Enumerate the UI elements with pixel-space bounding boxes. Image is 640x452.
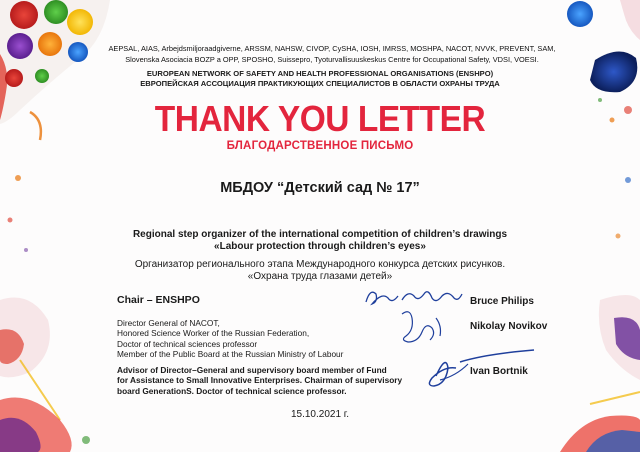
body-text-ru-line-2: «Охрана труда глазами детей» xyxy=(247,271,393,282)
credential-line: Director General of NACOT, xyxy=(117,318,220,328)
credential-line: board GenerationS. Doctor of technical science professor. xyxy=(117,385,347,396)
credential-line: Advisor of Director–General and supervisory board member of Fund xyxy=(117,365,387,375)
credential-line: Member of the Public Board at the Russian Ministry of Labour xyxy=(117,349,344,360)
credential-line: for Assistance to Small Innovative Enterprises. Chairman of supervisory xyxy=(117,375,403,386)
chair-title: Chair – ENSHPO xyxy=(117,294,200,306)
network-name-en: EUROPEAN NETWORK OF SAFETY AND HEALTH PROFESSIONAL ORGANISATIONS (ENSHPO) xyxy=(146,69,494,78)
director-credentials xyxy=(117,318,343,360)
signatory-name-nikolay-novikov: Nikolay Novikov xyxy=(470,321,548,332)
network-name-ru: ЕВРОПЕЙСКАЯ АССОЦИАЦИЯ ПРАКТИКУЮЩИХ СПЕЦИАЛИСТОВ В ОБЛАСТИ ОХРАНЫ ТРУДА xyxy=(140,79,500,88)
member-organizations: AEPSAL, AIAS, Arbejdsmiljoraadgiverne, ARSSM, NAHSW, CIVOP, CySHA, IOSH, IMRSS, MOSHPA, NACOT, NVVK, PREVENT, SAM, Slovenska Asociacia BOZP a OPP, SPOSHO, Suissepro, Tyoturvallisuuskeskus Centre for Occupational Safety, VDSI, VOESI. xyxy=(108,44,556,64)
body-text-en-line-2: «Labour protection through children’s eyes» xyxy=(214,241,426,252)
body-text-en-line-1: Regional step organizer of the international competition of children’s drawings xyxy=(132,229,508,240)
letter-title-ru: БЛАГОДАРСТВЕННОЕ ПИСЬМО xyxy=(226,140,414,152)
recipient-name: МБДОУ “Детский сад № 17” xyxy=(220,180,420,196)
signature-ivan-bortnik xyxy=(416,346,538,392)
advisor-credentials xyxy=(117,365,427,396)
issue-date: 15.10.2021 г. xyxy=(290,409,350,420)
signatory-name-ivan-bortnik: Ivan Bortnik xyxy=(470,366,528,377)
credential-line: Honored Science Worker of the Russian Federation, xyxy=(117,328,310,339)
signatory-name-bruce-philips: Bruce Philips xyxy=(470,296,534,307)
letter-title: THANK YOU LETTER xyxy=(154,98,486,139)
credential-line: Doctor of technical sciences professor xyxy=(117,338,258,349)
body-text-ru-line-1: Организатор регионального этапа Международного конкурса детских рисунков. xyxy=(134,259,506,270)
